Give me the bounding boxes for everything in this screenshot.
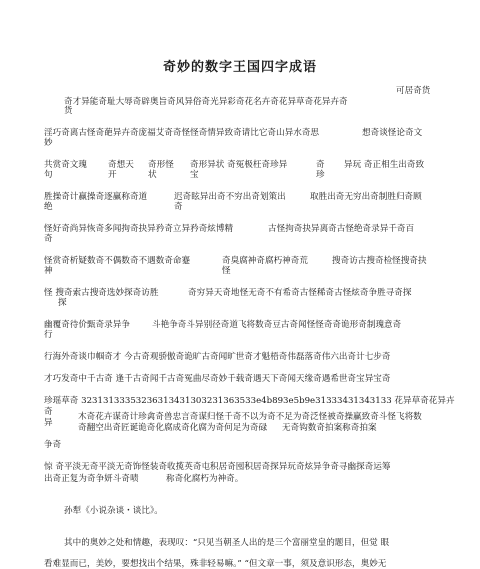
text-line: 探 (58, 298, 67, 308)
text-line: 无奇钩数奇拍案称奇拍案 (282, 423, 377, 433)
text-line: 奇 (44, 407, 53, 417)
text-line: 行海外奇谈巾帼奇才 今古奇观骄傲奇诡旷古奇闻旷世奇才魁梧奇伟磊落奇伟六出奇计七步奇 (44, 352, 391, 362)
text-line: 怪好奇尚异恢奇多闻拘奇抉异矜奇立异矜奇炫博精 (44, 224, 234, 234)
text-line: 奇 (174, 202, 183, 212)
text-line: 才巧发奇中千古奇 逢千古奇闻千古奇冤曲尽奇妙千载奇遇天下奇闻天缘奇遇希世奇宝异宝奇 (44, 374, 391, 384)
text-line: 货 (64, 106, 73, 116)
text-line: 珍 (316, 170, 325, 180)
text-line: 奇想天 (108, 160, 134, 170)
text-line: 宝 (190, 170, 199, 180)
text-line: 奇形异状 奇冤极枉奇珍异 (190, 160, 288, 170)
text-line: 胜操奇计赢操奇逐赢称奇道 (44, 192, 148, 202)
text-line: 孙犁《小说杂谈・谈比》。 (64, 506, 163, 516)
text-line: 惊 奇平淡无奇平淡无奇饰怪装奇收揽英奇屯积居奇囤积居奇探异玩奇炫异争奇寻幽探奇运筹 (44, 462, 391, 472)
text-line: 状 (148, 170, 157, 180)
text-line: 想奇谈怪论奇文 (362, 128, 423, 138)
text-line: 怪 (222, 266, 231, 276)
text-line: 奇臭腐神奇腐朽神奇荒 (222, 256, 308, 266)
text-line: 珍瑶草奇 32313133353236313431303231363533e4b893e5b9e31333431343133 花异草奇花异卉 (44, 396, 455, 406)
text-line: 其中的奥妙之处和情趣，表现叹：“只见当朝圣人出的是三个富丽堂皇的题目，但觉 眼 (64, 538, 390, 548)
text-line: 可居奇货 (396, 86, 431, 96)
text-line: 争奇 (44, 440, 62, 450)
text-line: 迟奇眩异出奇不穷出奇划策出 (174, 192, 286, 202)
text-line: 行 (44, 330, 53, 340)
text-line: 搜奇访古搜奇检怪搜奇抉 (332, 256, 427, 266)
text-line: 淫巧奇离古怪奇葩异卉奇庞福艾奇奇怪怪奇情异致奇请比它奇山异水奇思 (44, 128, 320, 138)
text-line: 绝 (44, 202, 53, 212)
text-line: 怪赏奇析疑数奇不偶数奇不遇数奇命蹇 (44, 256, 191, 266)
text-line: 开 (108, 170, 117, 180)
text-line: 怪 搜奇索古搜奇选妙探奇访胜 (44, 288, 159, 298)
text-line: 幽覆奇待价甄奇录异争 (44, 320, 130, 330)
text-line: 木奇花卉谋奇计珍禽奇兽忠言奇谋归怪千奇不以为奇不足为奇泛怪被奇操赢致奇斗怪飞将数 (78, 412, 422, 422)
text-line: 出奇正复为奇争妍斗奇啧 (44, 474, 139, 484)
text-line: 共赏奇文瑰 (44, 160, 87, 170)
text-line: 取胜出奇无穷出奇制胜归奇顾 (310, 192, 422, 202)
text-line: 奇翻空出奇匠诞诡奇化腐成奇化腐为奇何足为奇碌 (78, 423, 268, 433)
text-line: 古怪拘奇抉异离奇古怪绝奇录异千奇百 (268, 224, 415, 234)
text-line: 称奇化腐朽为神奇。 (166, 474, 244, 484)
text-line: 奇 (316, 160, 325, 170)
text-line: 看难显而已，美妙，要想找出个结果，殊非轻易嘛。” “但文章一事，须及意识形态，奥妙无 (44, 559, 387, 569)
text-line: 神 (44, 266, 53, 276)
text-line: 奇才异能奇耻大辱奇辟奥旨奇风异俗奇光异彩奇花名卉奇花异草奇花异卉奇 (64, 97, 348, 107)
text-line: 斗艳争奇斗异别径奇道飞将数奇豆古奇闻怪怪奇奇诡形奇制瑰意奇 (152, 320, 402, 330)
text-line: 奇穷异天奇地怪无奇不有希奇古怪稀奇古怪炫奇争胜寻奇探 (188, 288, 412, 298)
document-title: 奇妙的数字王国四字成语 (162, 60, 317, 75)
text-line: 异玩 奇正相生出奇致 (344, 160, 425, 170)
text-line: 奇形怪 (148, 160, 174, 170)
text-line: 异 (44, 418, 53, 428)
text-line: 句 (44, 170, 53, 180)
text-line: 妙 (44, 138, 53, 148)
text-line: 奇 (44, 234, 53, 244)
